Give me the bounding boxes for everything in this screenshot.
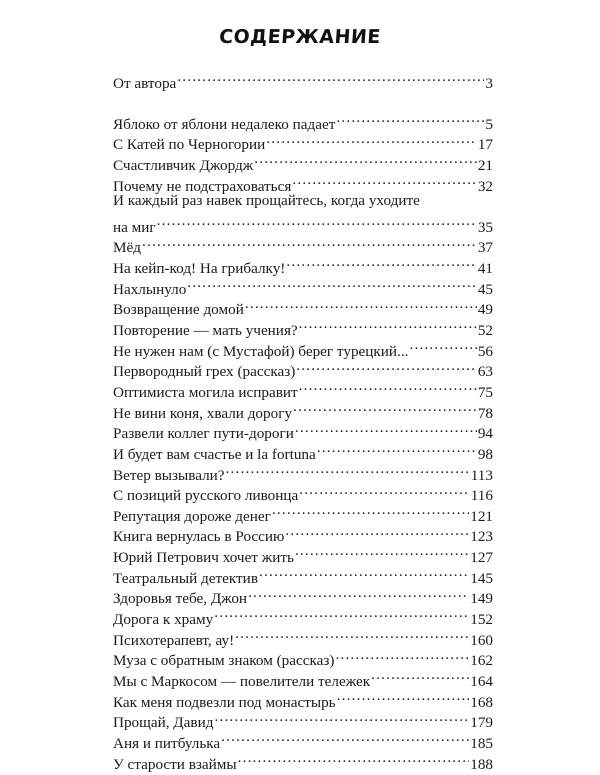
- toc-entry-title-line1: И каждый раз навек прощайтесь, когда уходите: [113, 191, 493, 212]
- toc-entry: [113, 212, 493, 233]
- toc-leader-dots: [226, 460, 470, 480]
- toc-leader-dots: [285, 521, 469, 541]
- toc-entry-title: Книга вернулась в Россию: [113, 527, 284, 548]
- toc-entry-page: 94: [478, 424, 493, 445]
- toc-leader-dots: [214, 707, 469, 727]
- toc-entry-title: Дорога к храму: [113, 610, 213, 631]
- toc-entry-title: Не нужен нам (с Мустафой) берег турецкий...: [113, 342, 408, 363]
- toc-entry-title: От автора: [113, 74, 176, 95]
- toc-entry-title: С Катей по Черногории: [113, 135, 265, 156]
- toc-entry-page: 52: [478, 321, 493, 342]
- toc-leader-dots: [336, 109, 484, 129]
- toc-entry-title: Юрий Петрович хочет жить: [113, 548, 294, 569]
- toc-leader-dots: [371, 666, 469, 686]
- toc-leader-dots: [295, 418, 477, 438]
- toc-leader-dots: [214, 604, 469, 624]
- toc-entry-page: 162: [470, 651, 493, 672]
- toc-entry-title: Почему не подстраховаться: [113, 177, 291, 198]
- toc-leader-dots: [235, 625, 469, 645]
- toc-leader-dots: [142, 232, 477, 252]
- toc-entry-page: 49: [478, 300, 493, 321]
- toc-entry-page: 164: [470, 672, 493, 693]
- toc-entry-title: На кейп-код! На грибалку!: [113, 259, 285, 280]
- toc-entry-page: 123: [470, 527, 493, 548]
- toc-entry-page: 5: [485, 115, 493, 136]
- toc-entry-title: Прощай, Давид: [113, 713, 213, 734]
- toc-entry-title: Мы с Маркосом — повелители тележек: [113, 672, 370, 693]
- toc-leader-dots: [266, 129, 477, 149]
- toc-entry-title: Аня и питбулька: [113, 734, 220, 755]
- toc-entry-title: Как меня подвезли под монастырь: [113, 693, 336, 714]
- toc-entry-page: 152: [470, 610, 493, 631]
- toc-entry-title: Театральный детектив: [113, 569, 258, 590]
- toc-leader-dots: [299, 315, 477, 335]
- toc-entry-page: 63: [478, 362, 493, 383]
- toc-leader-dots: [238, 749, 470, 769]
- toc-entry-title: Психотерапевт, ау!: [113, 631, 234, 652]
- toc-entry-title: С позиций русского ливонца: [113, 486, 298, 507]
- toc-entry: [113, 68, 493, 89]
- toc-entry: [113, 109, 493, 130]
- toc-leader-dots: [157, 212, 477, 232]
- toc-entry-page: 3: [485, 74, 493, 95]
- toc-entry-title: Возвращение домой: [113, 300, 244, 321]
- toc-entry-title: Здоровья тебе, Джон: [113, 589, 247, 610]
- toc-leader-dots: [286, 253, 476, 273]
- toc-entry-page: 185: [470, 734, 493, 755]
- toc-entry-page: 113: [471, 466, 493, 487]
- toc-entry-page: 56: [478, 342, 493, 363]
- toc-entry-title: Повторение — мать учения?: [113, 321, 298, 342]
- toc-entry-title: У старости взаймы: [113, 755, 237, 775]
- toc-entry-title: Мёд: [113, 238, 141, 259]
- toc-entry-title: Не вини коня, хвали дорогу: [113, 404, 292, 425]
- toc-leader-dots: [293, 398, 477, 418]
- toc-entry-page: 78: [478, 404, 493, 425]
- toc-leader-dots: [187, 274, 477, 294]
- toc-entry-page: 160: [470, 631, 493, 652]
- toc-entry-title: Счастливчик Джордж: [113, 156, 253, 177]
- toc-entry-page: 168: [470, 693, 493, 714]
- toc-entry-page: 17: [478, 135, 493, 156]
- toc-leader-dots: [295, 542, 469, 562]
- toc-entry-title: И будет вам счастье и la fortuna: [113, 445, 316, 466]
- toc-entry-title: Ветер вызывали?: [113, 466, 225, 487]
- toc-leader-dots: [272, 501, 469, 521]
- toc-leader-dots: [299, 480, 470, 500]
- toc-leader-dots: [299, 377, 477, 397]
- page-title: СОДЕРЖАНИЕ: [0, 26, 600, 48]
- toc-entry-title: Яблоко от яблони недалеко падает: [113, 115, 335, 136]
- toc-entry-title: Муза с обратным знаком (рассказ): [113, 651, 334, 672]
- toc-entry-page: 149: [470, 589, 493, 610]
- toc-entry-page: 188: [470, 755, 493, 775]
- toc-entry-page: 37: [478, 238, 493, 259]
- toc-leader-dots: [248, 583, 469, 603]
- toc-leader-dots: [335, 645, 469, 665]
- toc-entry-title: Развели коллег пути-дороги: [113, 424, 294, 445]
- toc-entry-page: 179: [470, 713, 493, 734]
- toc-entry-title: Репутация дороже денег: [113, 507, 271, 528]
- toc-leader-dots: [337, 687, 470, 707]
- toc-entry-page: 75: [478, 383, 493, 404]
- toc-leader-dots: [409, 336, 476, 356]
- toc-entry-title: Нахлынуло: [113, 280, 186, 301]
- toc-entry-page: 32: [478, 177, 493, 198]
- toc-entry-page: 41: [478, 259, 493, 280]
- toc-entry: [113, 253, 493, 274]
- toc-leader-dots: [259, 563, 469, 583]
- toc-entry-page: 45: [478, 280, 493, 301]
- toc-leader-dots: [221, 728, 469, 748]
- toc-entry-page: 98: [478, 445, 493, 466]
- toc-leader-dots: [177, 68, 484, 88]
- toc-entry-page: 121: [470, 507, 493, 528]
- toc-entry-title: Первородный грех (рассказ): [113, 362, 295, 383]
- toc-entry-title: на миг: [113, 218, 156, 239]
- toc-entry-page: 116: [471, 486, 493, 507]
- toc-leader-dots: [254, 150, 477, 170]
- toc-entry-page: 127: [470, 548, 493, 569]
- toc-entry-title: Оптимиста могила исправит: [113, 383, 298, 404]
- toc-entry-page: 35: [478, 218, 493, 239]
- toc-leader-dots: [296, 356, 477, 376]
- toc-leader-dots: [292, 171, 476, 191]
- toc-leader-dots: [245, 294, 477, 314]
- toc-entry-page: 21: [478, 156, 493, 177]
- toc-leader-dots: [317, 439, 477, 459]
- table-of-contents: [113, 68, 493, 769]
- toc-entry-page: 145: [470, 569, 493, 590]
- toc-entry: [113, 232, 493, 253]
